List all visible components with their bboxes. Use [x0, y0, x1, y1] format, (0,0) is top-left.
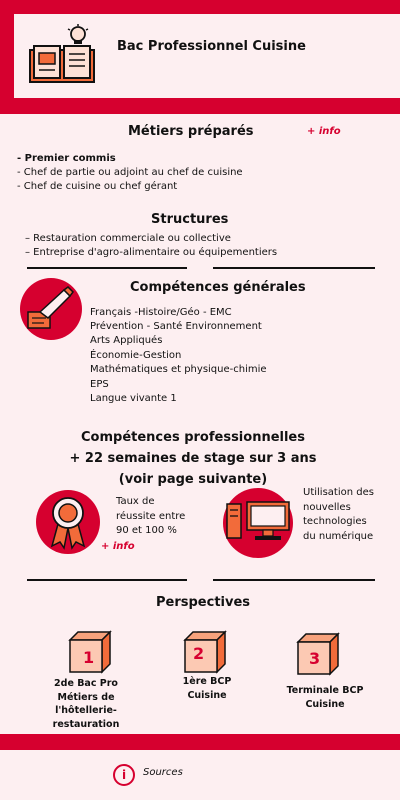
computer-circle [223, 488, 293, 558]
reussite-info-link[interactable]: + info [101, 541, 135, 552]
subject-item: Arts Appliqués [90, 335, 163, 346]
metiers-item: - Chef de cuisine ou chef gérant [17, 181, 178, 192]
step-number: 1 [83, 648, 95, 667]
structures-title: Structures [151, 212, 229, 227]
footer [0, 750, 400, 800]
subject-item: Prévention - Santé Environnement [90, 321, 262, 332]
divider [213, 579, 375, 581]
computer-icon [225, 500, 291, 546]
step-number: 2 [193, 644, 205, 663]
subject-item: Mathématiques et physique-chimie [90, 364, 267, 375]
step-label: Terminale BCP Cuisine [286, 685, 364, 710]
subject-item: EPS [90, 379, 109, 390]
numerique-text: Utilisation des nouvelles technologies du numérique [303, 487, 374, 542]
step-label: 2de Bac Pro Métiers de l'hôtellerie- restauration [52, 678, 120, 730]
sources-link[interactable]: Sources [143, 767, 183, 778]
info-icon[interactable]: i [113, 764, 135, 786]
subject-item: Langue vivante 1 [90, 393, 177, 404]
structures-item: – Entreprise d'agro-alimentaire ou équipementiers [25, 247, 278, 258]
competences-pro-title: Compétences professionnelles + 22 semaines de stage sur 3 ans (voir page suivante) [69, 430, 317, 487]
subject-item: Économie-Gestion [90, 350, 182, 361]
divider [27, 579, 187, 581]
header-banner [14, 14, 400, 98]
divider [213, 267, 375, 269]
step-label: 1ère BCP Cuisine [182, 676, 232, 701]
metiers-item: - Premier commis [17, 153, 116, 164]
reussite-text: Taux de réussite entre 90 et 100 % [116, 496, 186, 536]
book-lightbulb-icon [26, 24, 98, 90]
medal-icon [48, 496, 88, 550]
metiers-title: Métiers préparés [128, 124, 254, 139]
structures-item: – Restauration commerciale ou collective [25, 233, 231, 244]
subject-item: Français -Histoire/Géo - EMC [90, 307, 232, 318]
pencil-hand-icon [26, 286, 76, 332]
perspectives-title: Perspectives [156, 595, 251, 610]
main-panel [0, 114, 400, 734]
step-number: 3 [309, 649, 321, 668]
page-title: Bac Professionnel Cuisine [117, 39, 306, 54]
divider [27, 267, 187, 269]
metiers-info-link[interactable]: + info [307, 126, 341, 137]
pencil-circle [20, 278, 82, 340]
competences-generales-title: Compétences générales [130, 280, 306, 295]
metiers-item: - Chef de partie ou adjoint au chef de cuisine [17, 167, 243, 178]
medal-circle [36, 490, 100, 554]
